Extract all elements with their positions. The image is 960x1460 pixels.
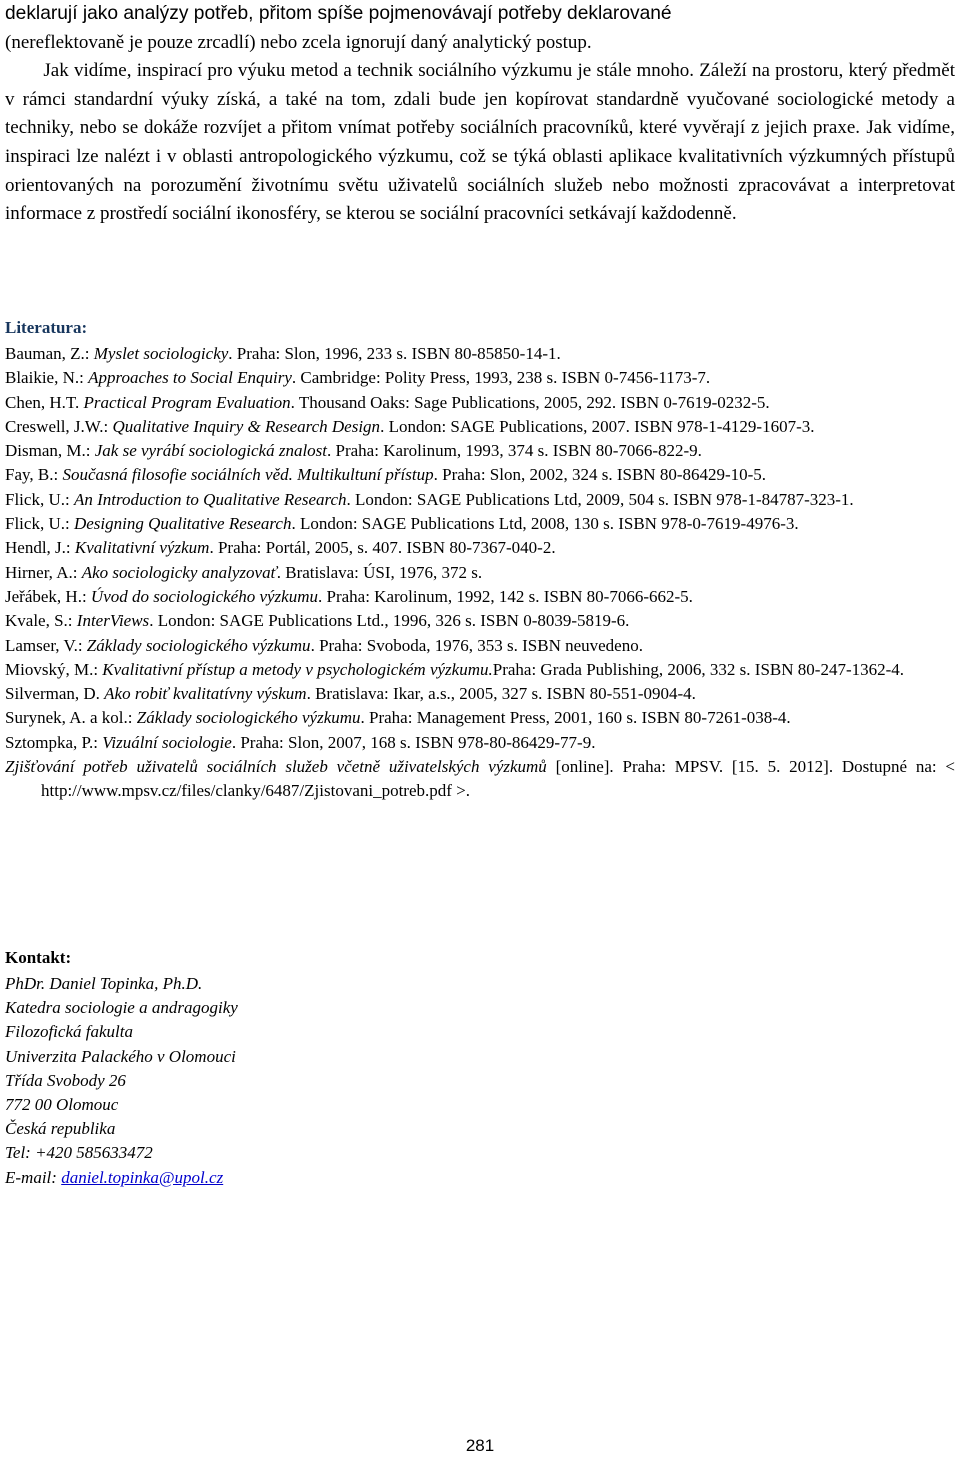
ref-title: Practical Program Evaluation: [83, 392, 291, 412]
contact-heading: Kontakt:: [5, 948, 72, 967]
ref-title: Designing Qualitative Research: [73, 514, 292, 534]
ref-author: Surynek, A. a kol.:: [5, 708, 137, 728]
reference-item: [5, 609, 955, 633]
ref-details: . Bratislava: Ikar, a.s., 2005, 327 s. ISBN 80-551-0904-4.: [306, 684, 696, 704]
ref-details: . London: SAGE Publications Ltd, 2008, 130 s. ISBN 978-0-7619-4976-3.: [291, 514, 799, 534]
ref-details: . London: SAGE Publications Ltd, 2009, 504 s. ISBN 978-1-84787-323-1.: [346, 489, 854, 509]
ref-details: [online]. Praha: MPSV. [15. 5. 2012]. Dostupné na: < http://www.mpsv.cz/files/clanky/6487/Zjistovani_potreb.pdf >.: [41, 757, 955, 801]
ref-details: . Praha: Slon, 1996, 233 s. ISBN 80-85850-14-1.: [228, 344, 561, 363]
ref-title: Kvalitativní výzkum: [74, 538, 210, 558]
reference-item: [5, 731, 955, 755]
reference-item: [5, 342, 955, 366]
ref-details: . Praha: Slon, 2007, 168 s. ISBN 978-80-86429-77-9.: [231, 732, 596, 752]
ref-author: Creswell, J.W.:: [5, 416, 113, 436]
ref-author: Fay, B.:: [5, 465, 63, 485]
reference-item: [5, 682, 955, 706]
reference-item: [5, 755, 955, 804]
reference-item: [5, 658, 955, 682]
contact-email-line: [5, 1166, 238, 1190]
ref-title: Úvod do sociologického výzkumu: [90, 586, 318, 606]
contact-city: 772 00 Olomouc: [5, 1095, 119, 1115]
literature-heading: Literatura:: [5, 318, 88, 337]
email-link[interactable]: daniel.topinka@upol.cz: [61, 1167, 224, 1187]
intro-paragraph: [5, 0, 955, 229]
ref-title: Ako robiť kvalitatívny výskum: [104, 684, 307, 704]
ref-details: . London: SAGE Publications, 2007. ISBN 978-1-4129-1607-3.: [380, 416, 815, 436]
contact-faculty: Filozofická fakulta: [5, 1022, 133, 1042]
reference-item: [5, 634, 955, 658]
ref-title: Myslet sociologicky: [93, 344, 229, 363]
ref-author: Bauman, Z.:: [5, 344, 94, 363]
contact-country: Česká republika: [5, 1119, 116, 1139]
contact-phone: Tel: +420 585633472: [5, 1143, 153, 1163]
ref-details: Praha: Grada Publishing, 2006, 332 s. ISBN 80-247-1362-4.: [492, 659, 905, 679]
page-number: 281: [465, 1436, 495, 1455]
ref-author: Disman, M.:: [5, 441, 95, 461]
reference-item: [5, 391, 955, 415]
ref-author: Jeřábek, H.:: [5, 586, 91, 606]
reference-item: [5, 561, 955, 585]
ref-title: Kvalitativní přístup a metody v psychologickém výzkumu.: [102, 659, 493, 679]
ref-details: . Praha: Svoboda, 1976, 353 s. ISBN neuvedeno.: [310, 635, 643, 655]
reference-item: [5, 415, 955, 439]
reference-list: [5, 342, 955, 804]
ref-title: Základy sociologického výzkumu: [136, 708, 361, 728]
reference-item: [5, 366, 955, 390]
intro-text-4: Jak vidíme, inspiraci lze nalézt i v oblasti antropologického výzkumu, což se týká oblasti aplikace kvalitativních výzkumných přístupů orientovaných na porozumění životnímu světu uživatelů sociálních služeb nebo možnosti zpracovávat a interpretovat informace z prostředí sociální ikonosféry, se kterou se sociální pracovníci setkávají každodenně.: [5, 117, 955, 225]
reference-item: [5, 463, 955, 487]
ref-details: . Praha: Karolinum, 1993, 374 s. ISBN 80-7066-822-9.: [327, 441, 702, 461]
ref-details: . Praha: Management Press, 2001, 160 s. ISBN 80-7261-038-4.: [360, 708, 791, 728]
ref-title: Jak se vyrábí sociologická znalost: [94, 441, 328, 461]
contact-block: [5, 972, 238, 1190]
ref-author: Lamser, V.:: [5, 635, 87, 655]
reference-item: [5, 536, 955, 560]
contact-university: Univerzita Palackého v Olomouci: [5, 1046, 236, 1066]
ref-title: Qualitative Inquiry & Research Design: [112, 416, 381, 436]
ref-author: Silverman, D.: [5, 684, 105, 704]
ref-details: . Praha: Slon, 2002, 324 s. ISBN 80-86429-10-5.: [433, 465, 767, 485]
ref-title: Základy sociologického výzkumu: [86, 635, 311, 655]
ref-details: . London: SAGE Publications Ltd., 1996, 326 s. ISBN 0-8039-5819-6.: [149, 611, 630, 631]
ref-author: Hendl, J.:: [5, 538, 75, 558]
ref-details: . Praha: Karolinum, 1992, 142 s. ISBN 80-7066-662-5.: [318, 586, 693, 606]
contact-name: PhDr. Daniel Topinka, Ph.D.: [5, 974, 203, 993]
ref-author: Hirner, A.:: [5, 562, 82, 582]
ref-author: Chen, H.T.: [5, 392, 84, 412]
ref-author: Kvale, S.:: [5, 611, 77, 631]
ref-details: . Bratislava: ÚSI, 1976, 372 s.: [276, 562, 483, 582]
ref-details: . Thousand Oaks: Sage Publications, 2005, 292. ISBN 0-7619-0232-5.: [290, 392, 770, 412]
ref-details: . Cambridge: Polity Press, 1993, 238 s. ISBN 0-7456-1173-7.: [291, 368, 711, 388]
ref-details: . Praha: Portál, 2005, s. 407. ISBN 80-7367-040-2.: [209, 538, 556, 558]
reference-item: [5, 706, 955, 730]
reference-item: [5, 488, 955, 512]
contact-street: Třída Svobody 26: [5, 1070, 126, 1090]
ref-title: Ako sociologicky analyzovať: [81, 562, 277, 582]
ref-author: Flick, U.:: [5, 489, 74, 509]
reference-item: [5, 439, 955, 463]
contact-email-label: E-mail:: [5, 1167, 62, 1187]
ref-title: Současná filosofie sociálních věd. Multikultuní přístup: [62, 465, 434, 485]
ref-author: Sztompka, P.:: [5, 732, 103, 752]
ref-title: Zjišťování potřeb uživatelů sociálních služeb včetně uživatelských výzkumů: [5, 757, 547, 777]
ref-author: Blaikie, N.:: [5, 368, 89, 388]
ref-author: Flick, U.:: [5, 514, 74, 534]
ref-title: An Introduction to Qualitative Research: [73, 489, 347, 509]
intro-text-3: Jak vidíme, inspirací pro výuku metod a technik sociálního výzkumu je stále mnoho. Záleží na prostoru, který předmět v rámci standardní výuky získá, a také na tom, zdali bude jen kopírovat standardně vyučované sociologické metody a techniky, nebo se dokáže rozvíjet a přitom vnímat potřeby sociálních pracovníků, které vyvěrají z jejich praxe.: [5, 60, 955, 139]
intro-text-2: (nereflektovaně je pouze zrcadlí) nebo zcela ignorují daný analytický postup.: [5, 31, 592, 53]
intro-text-1: deklarují jako analýzy potřeb, přitom spíše pojmenovávají potřeby deklarované: [5, 3, 672, 24]
reference-item: [5, 512, 955, 536]
ref-title: Vizuální sociologie: [102, 732, 232, 752]
ref-title: Approaches to Social Enquiry: [88, 368, 292, 388]
ref-title: InterViews: [76, 611, 150, 631]
contact-department: Katedra sociologie a andragogiky: [5, 998, 238, 1018]
ref-author: Miovský, M.:: [5, 659, 103, 679]
reference-item: [5, 585, 955, 609]
